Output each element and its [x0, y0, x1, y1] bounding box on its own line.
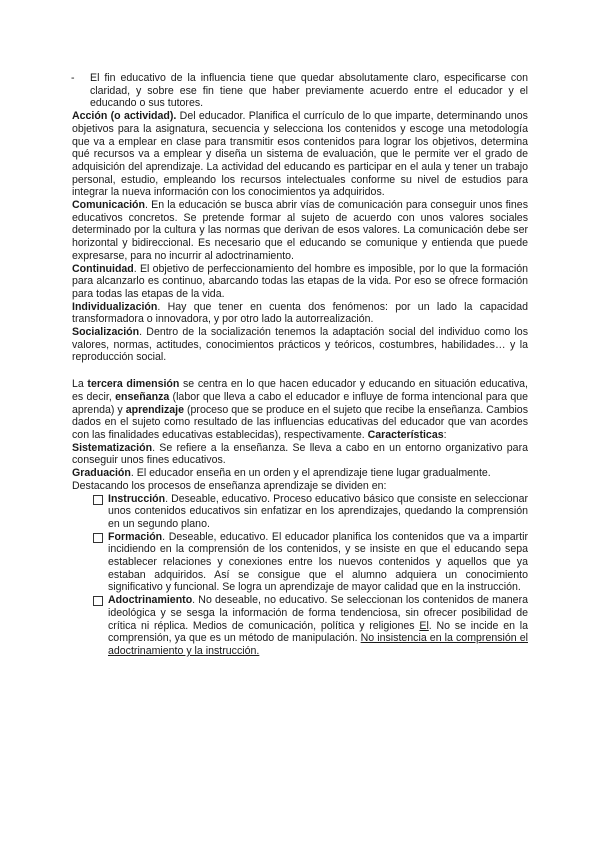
socializacion-text: . Dentro de la socialización tenemos la adaptación social del individuo como los valores, normas, actitudes, conocimientos prácticos y teóricos, costumbres, habilidades… y la reproducción social. [72, 326, 528, 364]
checkbox-icon [93, 533, 103, 543]
individualizacion-term: Individualización [72, 300, 158, 313]
accion-paragraph [72, 110, 528, 199]
intro-bullet-text: El fin educativo de la influencia tiene que quedar absolutamente claro, especificarse con claridad, y sobre ese fin tiene que haber previamente acuerdo entre el educador y el educando o sus tutores. [90, 72, 528, 110]
continuidad-term: Continuidad [72, 262, 134, 275]
checkbox-icon [93, 596, 103, 606]
intro-bullet [72, 72, 528, 110]
tercera-text-4: (proceso que se produce en el sujeto que recibe la enseñanza. Cambios dados en el sujeto como resultado de las influencias educativas del educador que van acordes con las finalidades educativas establecidas), respectivamente. [72, 403, 528, 441]
individualizacion-paragraph [72, 301, 528, 326]
instruccion-item [72, 493, 528, 531]
continuidad-paragraph [72, 263, 528, 301]
accion-text: Del educador. Planifica el currículo de lo que imparte, determinando unos objetivos para la asignatura, secuencia y selecciona los contenidos y escoge una metodología que va a emplear en clase para transmitir esos contenidos para lograr los objetivos, determina qué recursos va a emplear y diseña un sistema de evaluación, que le permite ver el grado de adquisición del aprendizaje. La actividad del educando es participar en el aula y tener un trabajo personal, estudio, empleando los recursos intelectuales conforme su nivel de estudios para integrar la nueva información con los conocimientos ya adquiridos. [72, 110, 528, 199]
underlined-el: El [419, 619, 429, 632]
tercera-text-3: (labor que lleva a cabo el educador e influye de forma intencional para que aprenda) y [72, 390, 528, 416]
checkbox-icon [93, 495, 103, 505]
comunicacion-term: Comunicación [72, 199, 145, 212]
continuidad-text: . El objetivo de perfeccionamiento del hombre es imposible, por lo que la formación para alcanzarlo es continuo, abarcando todas las etapas de la vida. Por eso se ofrece formación para todas las etapas de la vida. [72, 262, 528, 300]
adoctrinamiento-term: Adoctrinamiento [108, 594, 193, 607]
comunicacion-text: . En la educación se busca abrir vías de comunicación para conseguir unos fines educativos concretos. Se pretende formar al sujeto de acuerdo con unos valores sociales determinado por la cultura y las normas que derivan de esos valores. La comunicación debe ser horizontal y bidireccional. Es necesario que el educando se comunique y entienda que puede expresarse, para no incurrir al adoctrinamiento. [72, 199, 528, 262]
individualizacion-text: . Hay que tener en cuenta dos fenómenos: por un lado la capacidad transformadora o innovadora, y por otro lado la autorrealización. [72, 300, 528, 326]
sistematizacion-paragraph [72, 442, 528, 467]
paragraph-gap [72, 364, 528, 378]
document-page [72, 72, 528, 658]
tercera-dimension-paragraph [72, 378, 528, 442]
tercera-text-1: La [72, 378, 88, 391]
adoctrinamiento-text-2: . No se incide en la comprensión, ya que es un método de manipulación. [108, 619, 528, 645]
tercera-text-5: : [443, 428, 447, 441]
adoctrinamiento-text: . No deseable, no educativo. Se seleccionan los contenidos de manera ideológica y se sesga la información de forma tendenciosa, sin ofrecer posibilidad de crítica ni réplica. Medios de comunicación, política y religiones [108, 594, 528, 632]
ensenanza-term: enseñanza [115, 390, 170, 403]
adoctrinamiento-item [72, 594, 528, 658]
tercera-text-2: se centra en lo que hacen educador y educando en situación educativa, es decir, [72, 378, 529, 403]
instruccion-text: . Deseable, educativo. Proceso educativo básico que consiste en seleccionar unos contenidos educativos sin enfatizar en los aprendizajes, quedando la comprensión en un segundo plano. [108, 492, 528, 530]
dash-bullet: - [71, 72, 75, 84]
sistematizacion-text: . Se refiere a la enseñanza. Se lleva a cabo en un entorno organizativo para conseguir unos fines educativos. [72, 441, 528, 467]
sistematizacion-term: Sistematización [72, 441, 153, 454]
instruccion-term: Instrucción [108, 492, 166, 505]
graduacion-term: Graduación [72, 467, 131, 480]
graduacion-text: . El educador enseña en un orden y el aprendizaje tiene lugar gradualmente. [130, 467, 491, 480]
tercera-dimension-term: tercera dimensión [87, 378, 180, 391]
graduacion-paragraph [72, 467, 528, 480]
formacion-term: Formación [108, 530, 163, 543]
formacion-item [72, 531, 528, 595]
comunicacion-paragraph [72, 199, 528, 263]
socializacion-term: Socialización [72, 326, 140, 339]
underlined-conclusion: No insistencia en la comprensión el adoctrinamiento y la instrucción. [108, 632, 528, 657]
accion-term: Acción (o actividad). [72, 110, 177, 123]
aprendizaje-term: aprendizaje [125, 403, 184, 416]
formacion-text: . Deseable, educativo. El educador planifica los contenidos que va a impartir incidiendo en la comprensión de los contenidos, y se insiste en que el educando sepa establecer relaciones y conexiones entre los nuevos contenidos y aquellos que ya estaban adquiridos. Así se consigue que el alumno adquiera un conocimiento significativo y funcional. Se logra un aprendizaje de mayor calidad que en la instrucción. [108, 530, 528, 594]
socializacion-paragraph [72, 326, 528, 364]
caracteristicas-term: Características [367, 428, 444, 441]
destacando-line: Destacando los procesos de enseñanza aprendizaje se dividen en: [72, 479, 387, 492]
